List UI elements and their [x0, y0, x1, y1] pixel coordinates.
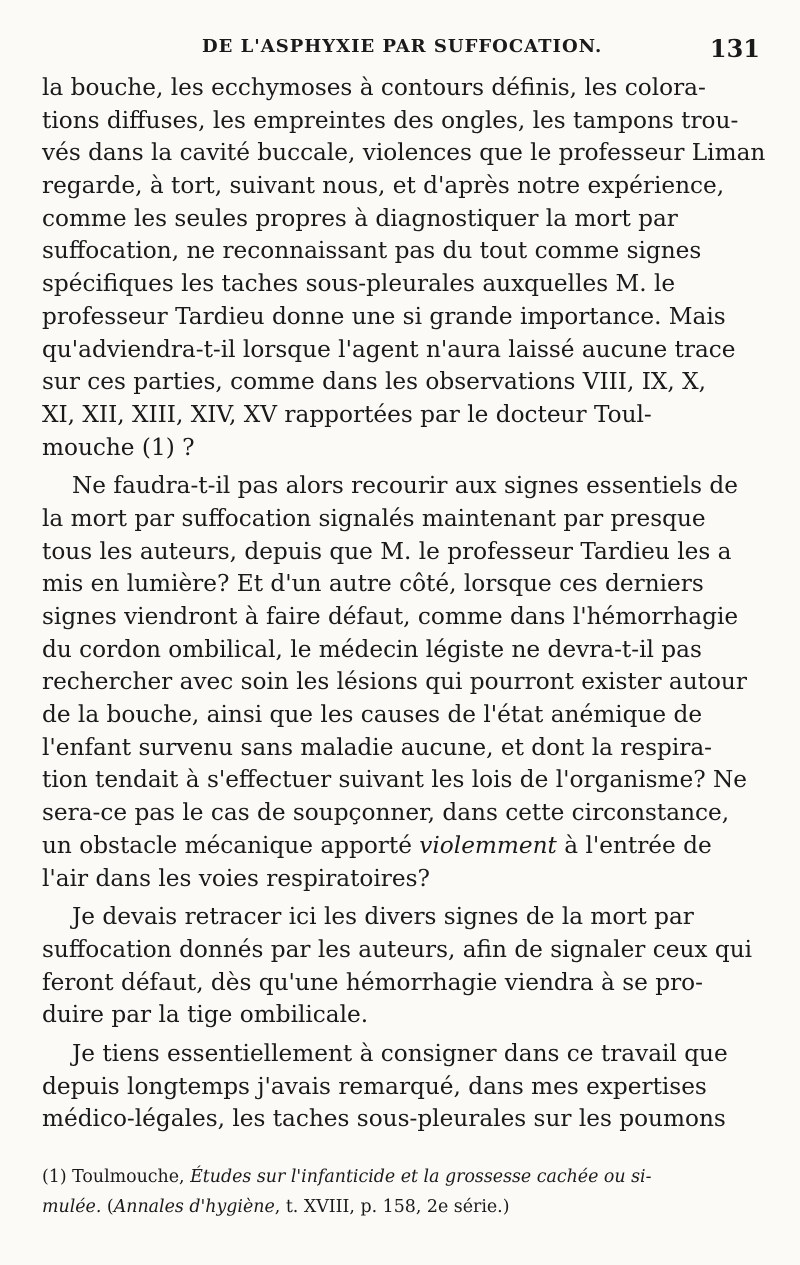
text-line: du cordon ombilical, le médecin légiste ne devra-t-il pas [42, 635, 702, 663]
footnote-paren: ( [106, 1197, 114, 1217]
text-line: professeur Tardieu donne une si grande importance. Mais [42, 302, 726, 330]
text-line: spécifiques les taches sous-pleurales auxquelles M. le [42, 270, 676, 298]
page-number: 131 [709, 34, 760, 63]
text-line: tous les auteurs, depuis que M. le professeur Tardieu les a [42, 537, 732, 565]
text-line: suffocation donnés par les auteurs, afin de signaler ceux qui [42, 935, 753, 963]
footnote-title-end: mulée. [42, 1197, 102, 1217]
text-line: l'air dans les voies respiratoires? [42, 864, 430, 892]
italic-word: violemment [419, 831, 557, 859]
text-line: mis en lumière? Et d'un autre côté, lorsque ces derniers [42, 570, 704, 598]
text-line: rechercher avec soin les lésions qui pourront exister autour [42, 668, 747, 696]
footnote-marker: (1) Toulmouche, [42, 1167, 185, 1187]
text-line: mouche (1) ? [42, 433, 195, 461]
text-line: tions diffuses, les empreintes des ongles, les tampons trou- [42, 106, 739, 134]
text-line: sur ces parties, comme dans les observations VIII, IX, X, [42, 368, 706, 396]
text-line: Je tiens essentiellement à consigner dans ce travail que [72, 1039, 728, 1067]
footnote [42, 1162, 754, 1222]
footnote-journal: Annales d'hygiène [113, 1197, 275, 1217]
text-line: la bouche, les ecchymoses à contours définis, les colora- [42, 74, 706, 101]
text-line [42, 830, 754, 863]
text-line: l'enfant survenu sans maladie aucune, et dont la respira- [42, 733, 713, 761]
text-segment: à l'entrée de [564, 831, 712, 859]
page-header [42, 34, 760, 66]
text-line: duire par la tige ombilicale. [42, 1001, 369, 1029]
text-line: suffocation, ne reconnaissant pas du tout comme signes [42, 237, 702, 265]
text-line: Ne faudra-t-il pas alors recourir aux signes essentiels de [72, 472, 738, 500]
text-line: signes viendront à faire défaut, comme dans l'hémorrhagie [42, 603, 739, 630]
text-line: Je devais retracer ici les divers signes de la mort par [72, 903, 694, 931]
paragraph [42, 1038, 754, 1136]
text-line: depuis longtemps j'avais remarqué, dans mes expertises [42, 1072, 707, 1100]
footnote-line [42, 1192, 754, 1222]
text-segment: un obstacle mécanique apporté [42, 831, 412, 859]
text-line: de la bouche, ainsi que les causes de l'état anémique de [42, 701, 703, 729]
text-line: vés dans la cavité buccale, violences que le professeur Liman [42, 139, 766, 167]
text-line: qu'adviendra-t-il lorsque l'agent n'aura laissé aucune trace [42, 335, 736, 363]
running-head: DE L'ASPHYXIE PAR SUFFOCATION. [202, 36, 603, 57]
paragraph [42, 901, 754, 1032]
text-line: sera-ce pas le cas de soupçonner, dans cette circonstance, [42, 799, 730, 827]
paragraph [42, 72, 766, 464]
footnote-line [42, 1162, 754, 1192]
text-line: comme les seules propres à diagnostiquer la mort par [42, 204, 678, 232]
body-text [42, 72, 766, 1136]
text-line: XI, XII, XIII, XIV, XV rapportées par le docteur Toul- [42, 400, 652, 428]
text-line: médico-légales, les taches sous-pleurales sur les poumons [42, 1105, 726, 1133]
text-line: regarde, à tort, suivant nous, et d'après notre expérience, [42, 172, 725, 200]
text-line: feront défaut, dès qu'une hémorrhagie viendra à se pro- [42, 968, 703, 996]
footnote-reference: , t. XVIII, p. 158, 2e série.) [274, 1197, 510, 1217]
footnote-title: Études sur l'infanticide et la grossesse cachée ou si- [190, 1167, 652, 1187]
paragraph [42, 470, 754, 895]
text-line: la mort par suffocation signalés maintenant par presque [42, 504, 706, 532]
text-line: tion tendait à s'effectuer suivant les lois de l'organisme? Ne [42, 766, 748, 794]
